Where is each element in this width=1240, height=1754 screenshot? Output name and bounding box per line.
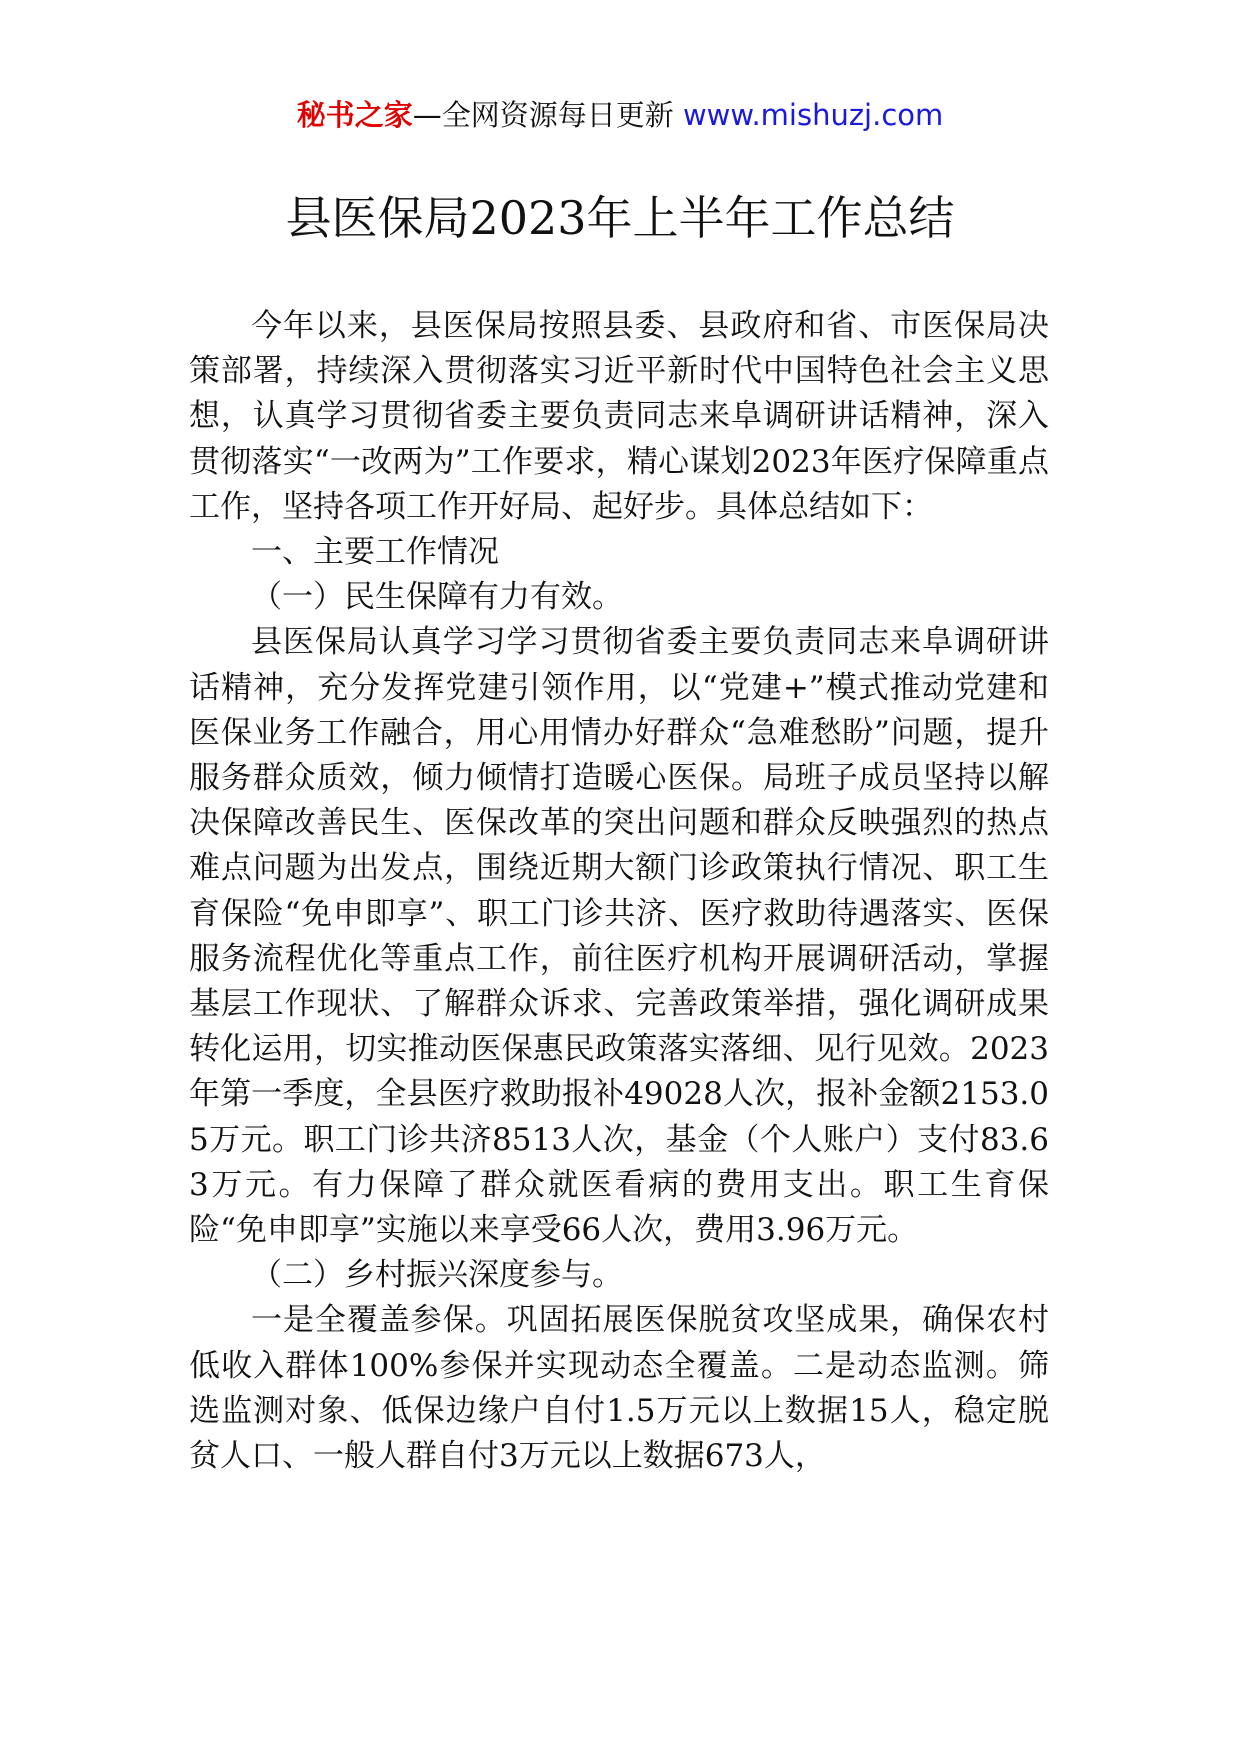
document-body xyxy=(189,304,1049,1479)
section-heading-main-work: 一、主要工作情况 xyxy=(251,534,499,571)
site-url-link[interactable]: www.mishuzj.com xyxy=(682,98,944,132)
site-brand: 秘书之家 xyxy=(296,98,413,132)
livelihood-paragraph: 县医保局认真学习学习贯彻省委主要负责同志来阜调研讲话精神，充分发挥党建引领作用，以“党建+”模式推动党建和医保业务工作融合，用心用情办好群众“急难愁盼”问题，提升服务群众质效，倾力倾情打造暖心医保。局班子成员坚持以解决保障改善民生、医保改革的突出问题和群众反映强烈的热点难点问题为出发点，围绕近期大额门诊政策执行情况、职工生育保险“免申即享”、职工门诊共济、医疗救助待遇落实、医保服务流程优化等重点工作，前往医疗机构开展调研活动，掌握基层工作现状、了解群众诉求、完善政策举措，强化调研成果转化运用，切实推动医保惠民政策落实落细、见行见效。2023年第一季度，全县医疗救助报补49028人次，报补金额2153.05万元。职工门诊共济8513人次，基金（个人账户）支付83.63万元。有力保障了群众就医看病的费用支出。职工生育保险“免申即享”实施以来享受66人次，费用3.96万元。 xyxy=(189,624,1049,1249)
document-title: 县医保局2023年上半年工作总结 xyxy=(285,191,955,245)
site-banner xyxy=(0,95,1240,135)
rural-revitalization-paragraph: 一是全覆盖参保。巩固拓展医保脱贫攻坚成果，确保农村低收入群体100%参保并实现动态全覆盖。二是动态监测。筛选监测对象、低保边缘户自付1.5万元以上数据15人，稳定脱贫人口、一般人群自付3万元以上数据673人， xyxy=(189,1302,1049,1475)
intro-paragraph: 今年以来，县医保局按照县委、县政府和省、市医保局决策部署，持续深入贯彻落实习近平新时代中国特色社会主义思想，认真学习贯彻省委主要负责同志来阜调研讲话精神，深入贯彻落实“一改两为”工作要求，精心谋划2023年医疗保障重点工作，坚持各项工作开好局、起好步。具体总结如下： xyxy=(189,308,1049,525)
subsection-heading-livelihood: （一）民生保障有力有效。 xyxy=(251,579,623,616)
site-tagline: —全网资源每日更新 xyxy=(412,98,683,132)
subsection-heading-rural-revitalization: （二）乡村振兴深度参与。 xyxy=(251,1257,623,1294)
